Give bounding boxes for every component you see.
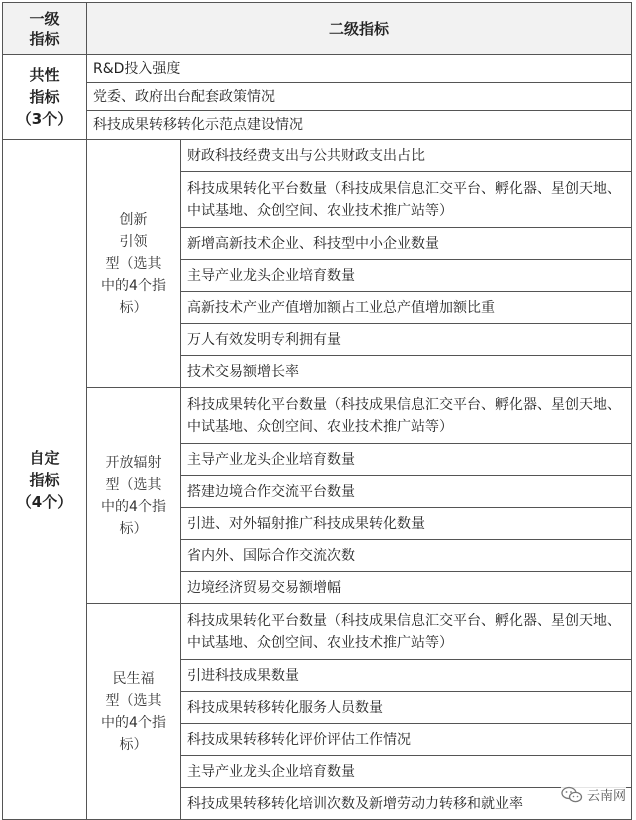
indicator-cell: 引进科技成果数量 <box>181 660 632 692</box>
table-row <box>3 83 632 111</box>
watermark-text: 云南网 <box>586 789 626 804</box>
indicator-cell: 万人有效发明专利拥有量 <box>181 324 632 356</box>
header-level2: 二级指标 <box>87 3 632 55</box>
group-label-livelihood: 民生福 型（选其 中的4个指 标） <box>87 604 181 820</box>
indicator-cell: 科技成果转化平台数量（科技成果信息汇交平台、孵化器、星创天地、中试基地、众创空间、农业技术推广站等） <box>181 172 632 228</box>
indicator-cell: 主导产业龙头企业培育数量 <box>181 756 632 788</box>
table-row <box>3 55 632 83</box>
table-row <box>3 604 632 660</box>
group-label-innovation: 创新 引领 型（选其 中的4个指 标） <box>87 140 181 388</box>
indicator-cell: 主导产业龙头企业培育数量 <box>181 444 632 476</box>
table-row <box>3 111 632 140</box>
indicator-cell: 科技成果转移转化评价评估工作情况 <box>181 724 632 756</box>
indicator-table <box>2 2 632 820</box>
indicator-cell: 财政科技经费支出与公共财政支出占比 <box>181 140 632 172</box>
indicator-cell: 科技成果转移转化示范点建设情况 <box>87 111 632 140</box>
indicator-cell: 党委、政府出台配套政策情况 <box>87 83 632 111</box>
indicator-cell: 高新技术产业产值增加额占工业总产值增加额比重 <box>181 292 632 324</box>
header-level1: 一级 指标 <box>3 3 87 55</box>
table-row <box>3 140 632 172</box>
indicator-cell: 科技成果转移转化培训次数及新增劳动力转移和就业率 <box>181 788 632 820</box>
indicator-cell: 科技成果转化平台数量（科技成果信息汇交平台、孵化器、星创天地、中试基地、众创空间、农业技术推广站等） <box>181 604 632 660</box>
header-row <box>3 3 632 55</box>
custom-indicator-label: 自定 指标 （4个） <box>3 140 87 820</box>
group-label-open-radiation: 开放辐射 型（选其 中的4个指 标） <box>87 388 181 604</box>
indicator-cell: 引进、对外辐射推广科技成果转化数量 <box>181 508 632 540</box>
wechat-icon <box>561 786 583 804</box>
table-row <box>3 388 632 444</box>
indicator-cell: 主导产业龙头企业培育数量 <box>181 260 632 292</box>
watermark <box>561 785 626 804</box>
indicator-cell: 省内外、国际合作交流次数 <box>181 540 632 572</box>
indicator-cell: 技术交易额增长率 <box>181 356 632 388</box>
common-indicator-label: 共性 指标 （3个） <box>3 55 87 140</box>
indicator-cell: 搭建边境合作交流平台数量 <box>181 476 632 508</box>
indicator-cell: 边境经济贸易交易额增幅 <box>181 572 632 604</box>
indicator-cell: 科技成果转化平台数量（科技成果信息汇交平台、孵化器、星创天地、中试基地、众创空间、农业技术推广站等） <box>181 388 632 444</box>
indicator-cell: 科技成果转移转化服务人员数量 <box>181 692 632 724</box>
indicator-cell: 新增高新技术企业、科技型中小企业数量 <box>181 228 632 260</box>
indicator-cell: R&D投入强度 <box>87 55 632 83</box>
